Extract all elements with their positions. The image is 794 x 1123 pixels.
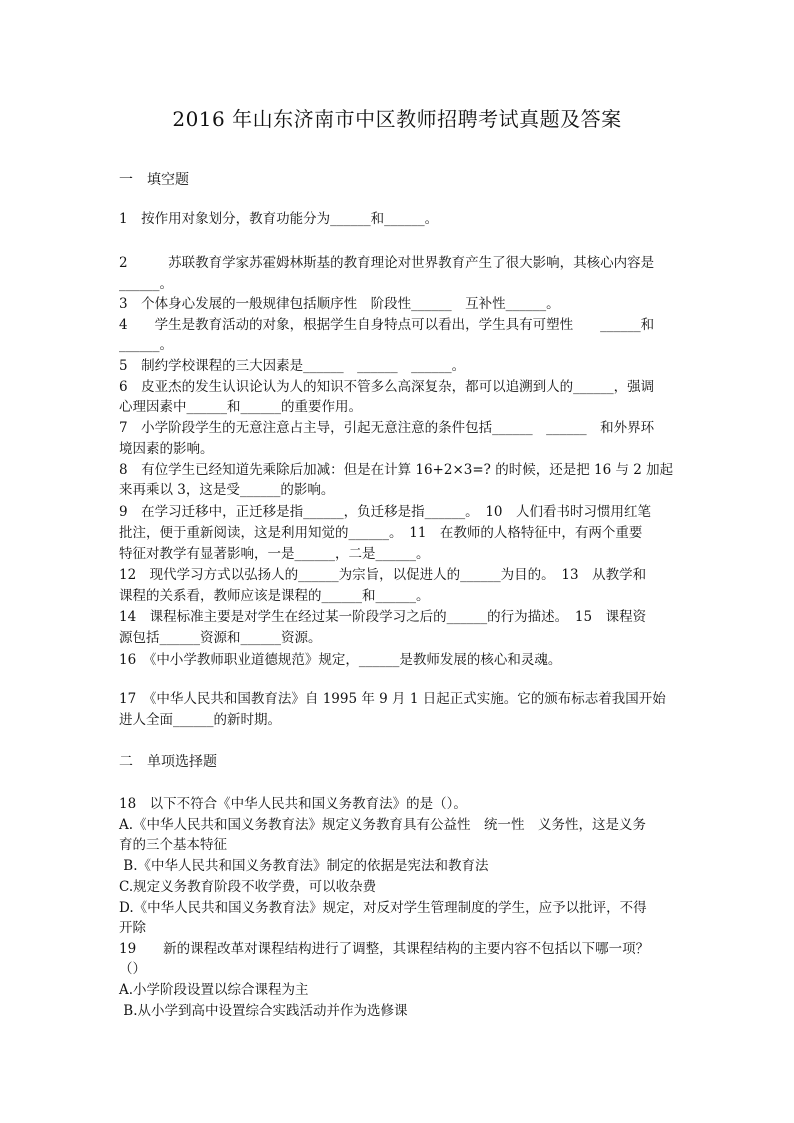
option-line: 开除 bbox=[119, 920, 146, 936]
option-line: B.从小学到高中设置综合实践活动并作为选修课 bbox=[119, 1003, 408, 1019]
question-line: 课程的关系看，教师应该是课程的______和______。 bbox=[119, 588, 430, 604]
option-line: A.小学阶段设置以综合课程为主 bbox=[119, 982, 309, 998]
question-line: 14 课程标准主要是对学生在经过某一阶段学习之后的______的行为描述。 15 课程资 bbox=[119, 609, 647, 625]
question-line: （） bbox=[119, 961, 146, 977]
page-title: 2016 年山东济南市中区教师招聘考试真题及答案 bbox=[172, 107, 622, 131]
option-line: D.《中华人民共和国义务教育法》规定，对反对学生管理制度的学生，应予以批评，不得 bbox=[119, 900, 647, 916]
question-line: 批注，便于重新阅读，这是利用知觉的______。 11 在教师的人格特征中，有两个重要 bbox=[119, 525, 643, 541]
option-line: 育的三个基本特征 bbox=[119, 837, 227, 853]
question-line: 2 苏联教育学家苏霍姆林斯基的教育理论对世界教育产生了很大影响，其核心内容是 bbox=[119, 255, 655, 271]
question-line: 17 《中华人民共和国教育法》自 1995 年 9 月 1 日起正式实施。它的颁布标志着我国开始 bbox=[119, 691, 666, 707]
question-line: 6 皮亚杰的发生认识论认为人的知识不管多么高深复杂，都可以追溯到人的______，强调 bbox=[119, 379, 655, 395]
question-line: 心理因素中______和______的重要作用。 bbox=[119, 399, 362, 415]
question-line: 12 现代学习方式以弘扬人的______为宗旨，以促进人的______为目的。 13 从教学和 bbox=[119, 567, 647, 583]
question-line: 境因素的影响。 bbox=[119, 441, 214, 457]
option-line: B.《中华人民共和国义务教育法》制定的依据是宪法和教育法 bbox=[119, 858, 489, 874]
section-heading-fill-blank: 一 填空题 bbox=[119, 172, 189, 188]
question-line: 源包括______资源和______资源。 bbox=[119, 630, 322, 646]
question-line: 16 《中小学教师职业道德规范》规定，______是教师发展的核心和灵魂。 bbox=[119, 652, 562, 668]
question-line: 来再乘以 3，这是受______的影响。 bbox=[119, 482, 335, 498]
question-line: ______。 bbox=[119, 337, 173, 353]
question-line: 8 有位学生已经知道先乘除后加减：但是在计算 16+2×3=? 的时候，还是把 16 与 2 加起 bbox=[119, 462, 674, 478]
question-line: 4 学生是教育活动的对象，根据学生自身特点可以看出，学生具有可塑性 ______和 bbox=[119, 317, 655, 333]
question-line: 9 在学习迁移中，正迁移是指______，负迁移是指______。 10 人们看书时习惯用红笔 bbox=[119, 504, 652, 520]
question-line: 特征对教学有显著影响，一是______，二是______。 bbox=[119, 546, 430, 562]
question-line: 进人全面______的新时期。 bbox=[119, 712, 281, 728]
question-line: 3 个体身心发展的一般规律包括顺序性 阶段性______ 互补性______。 bbox=[119, 296, 560, 312]
question-line: 19 新的课程改革对课程结构进行了调整，其课程结构的主要内容不包括以下哪一项？ bbox=[119, 941, 650, 957]
question-line: 5 制约学校课程的三大因素是______ ______ ______。 bbox=[119, 358, 466, 374]
option-line: A.《中华人民共和国义务教育法》规定义务教育具有公益性 统一性 义务性，这是义务 bbox=[119, 817, 647, 833]
question-line: ______。 bbox=[119, 276, 173, 292]
section-heading-single-choice: 二 单项选择题 bbox=[119, 754, 217, 770]
question-line: 7 小学阶段学生的无意注意占主导，引起无意注意的条件包括______ ______ 和外界环 bbox=[119, 420, 655, 436]
option-line: C.规定义务教育阶段不收学费，可以收杂费 bbox=[119, 879, 377, 895]
question-line: 1 按作用对象划分，教育功能分为______和______。 bbox=[119, 211, 439, 227]
question-line: 18 以下不符合《中华人民共和国义务教育法》的是（）。 bbox=[119, 796, 467, 812]
